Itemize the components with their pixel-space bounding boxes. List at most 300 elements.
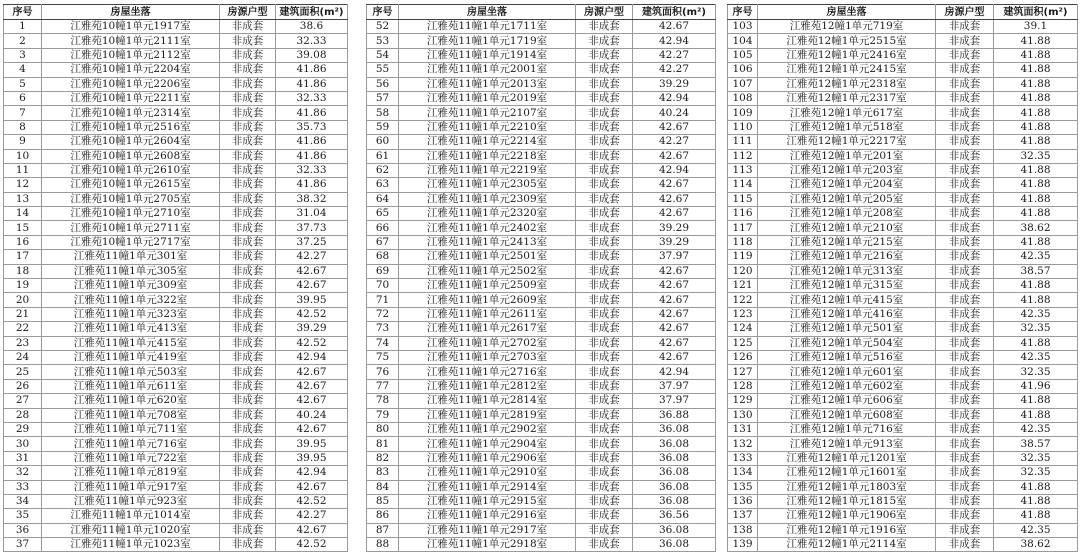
cell-address: 江雅苑12幢1单元716室 bbox=[758, 422, 936, 436]
table-row bbox=[728, 437, 1078, 451]
cell-address: 江雅苑11幢1单元2916室 bbox=[399, 509, 576, 523]
cell-type: 非成套 bbox=[936, 106, 994, 120]
cell-type: 非成套 bbox=[220, 63, 276, 77]
cell-type: 非成套 bbox=[576, 451, 633, 465]
cell-no: 20 bbox=[4, 293, 42, 307]
cell-address: 江雅苑10幢1单元2206室 bbox=[42, 77, 220, 91]
cell-no: 29 bbox=[4, 422, 42, 436]
cell-type: 非成套 bbox=[576, 235, 633, 249]
table-row bbox=[367, 250, 716, 264]
cell-no: 107 bbox=[728, 77, 758, 91]
cell-address: 江雅苑10幢1单元1917室 bbox=[42, 20, 220, 34]
table-row bbox=[367, 264, 716, 278]
cell-address: 江雅苑11幢1单元2609室 bbox=[399, 293, 576, 307]
cell-no: 125 bbox=[728, 336, 758, 350]
cell-area: 42.27 bbox=[276, 250, 348, 264]
table-row bbox=[367, 77, 716, 91]
cell-address: 江雅苑12幢1单元1815室 bbox=[758, 494, 936, 508]
cell-no: 27 bbox=[4, 394, 42, 408]
cell-area: 42.94 bbox=[276, 466, 348, 480]
cell-address: 江雅苑12幢1单元1601室 bbox=[758, 466, 936, 480]
cell-area: 38.6 bbox=[276, 20, 348, 34]
cell-no: 32 bbox=[4, 466, 42, 480]
cell-no: 12 bbox=[4, 178, 42, 192]
cell-type: 非成套 bbox=[220, 365, 276, 379]
table-row bbox=[4, 494, 348, 508]
table-row bbox=[728, 91, 1078, 105]
cell-address: 江雅苑12幢1单元216室 bbox=[758, 250, 936, 264]
table-row bbox=[367, 494, 716, 508]
cell-area: 39.29 bbox=[633, 221, 716, 235]
cell-no: 59 bbox=[367, 120, 399, 134]
cell-area: 42.67 bbox=[633, 149, 716, 163]
cell-area: 38.57 bbox=[994, 264, 1078, 278]
cell-no: 78 bbox=[367, 394, 399, 408]
table-row bbox=[728, 264, 1078, 278]
cell-area: 36.08 bbox=[633, 422, 716, 436]
cell-no: 60 bbox=[367, 135, 399, 149]
cell-area: 39.95 bbox=[276, 451, 348, 465]
table-body bbox=[728, 20, 1078, 552]
cell-type: 非成套 bbox=[576, 163, 633, 177]
cell-area: 41.88 bbox=[994, 494, 1078, 508]
table-row bbox=[728, 293, 1078, 307]
cell-area: 42.52 bbox=[276, 336, 348, 350]
cell-address: 江雅苑11幢1单元2915室 bbox=[399, 494, 576, 508]
table-row bbox=[728, 365, 1078, 379]
table-row bbox=[367, 120, 716, 134]
cell-no: 70 bbox=[367, 279, 399, 293]
cell-type: 非成套 bbox=[220, 20, 276, 34]
cell-address: 江雅苑11幢1单元1023室 bbox=[42, 538, 220, 552]
cell-no: 117 bbox=[728, 221, 758, 235]
table-row bbox=[4, 350, 348, 364]
cell-address: 江雅苑11幢1单元2814室 bbox=[399, 394, 576, 408]
cell-area: 39.29 bbox=[633, 77, 716, 91]
cell-address: 江雅苑11幢1单元2819室 bbox=[399, 408, 576, 422]
cell-no: 103 bbox=[728, 20, 758, 34]
table-row bbox=[728, 394, 1078, 408]
table-row bbox=[728, 422, 1078, 436]
cell-no: 131 bbox=[728, 422, 758, 436]
col-header-address: 房屋坐落 bbox=[42, 5, 220, 20]
cell-no: 88 bbox=[367, 538, 399, 552]
cell-no: 136 bbox=[728, 494, 758, 508]
cell-area: 42.67 bbox=[276, 279, 348, 293]
cell-no: 37 bbox=[4, 538, 42, 552]
cell-type: 非成套 bbox=[220, 207, 276, 221]
cell-address: 江雅苑12幢1单元1906室 bbox=[758, 509, 936, 523]
cell-area: 36.88 bbox=[633, 408, 716, 422]
cell-type: 非成套 bbox=[936, 451, 994, 465]
cell-type: 非成套 bbox=[936, 149, 994, 163]
cell-type: 非成套 bbox=[576, 293, 633, 307]
cell-address: 江雅苑10幢1单元2717室 bbox=[42, 235, 220, 249]
table-row bbox=[4, 163, 348, 177]
cell-area: 41.86 bbox=[276, 149, 348, 163]
cell-type: 非成套 bbox=[576, 509, 633, 523]
cell-type: 非成套 bbox=[576, 149, 633, 163]
cell-no: 52 bbox=[367, 20, 399, 34]
cell-type: 非成套 bbox=[576, 494, 633, 508]
cell-address: 江雅苑11幢1单元2906室 bbox=[399, 451, 576, 465]
table-row bbox=[4, 336, 348, 350]
col-header-type: 房源户型 bbox=[576, 5, 633, 20]
house-table-1 bbox=[3, 4, 348, 552]
cell-type: 非成套 bbox=[220, 422, 276, 436]
cell-address: 江雅苑12幢1单元1201室 bbox=[758, 451, 936, 465]
table-row bbox=[4, 408, 348, 422]
cell-address: 江雅苑11幢1单元2509室 bbox=[399, 279, 576, 293]
cell-no: 130 bbox=[728, 408, 758, 422]
cell-type: 非成套 bbox=[220, 34, 276, 48]
cell-address: 江雅苑11幢1单元2812室 bbox=[399, 379, 576, 393]
cell-address: 江雅苑12幢1单元2415室 bbox=[758, 63, 936, 77]
cell-type: 非成套 bbox=[936, 135, 994, 149]
cell-address: 江雅苑10幢1单元2615室 bbox=[42, 178, 220, 192]
cell-type: 非成套 bbox=[576, 135, 633, 149]
cell-address: 江雅苑12幢1单元617室 bbox=[758, 106, 936, 120]
cell-type: 非成套 bbox=[576, 422, 633, 436]
cell-area: 38.32 bbox=[276, 192, 348, 206]
cell-type: 非成套 bbox=[936, 178, 994, 192]
cell-type: 非成套 bbox=[576, 322, 633, 336]
cell-type: 非成套 bbox=[576, 48, 633, 62]
cell-address: 江雅苑11幢1单元2210室 bbox=[399, 120, 576, 134]
cell-type: 非成套 bbox=[220, 480, 276, 494]
cell-type: 非成套 bbox=[936, 365, 994, 379]
cell-type: 非成套 bbox=[220, 149, 276, 163]
cell-type: 非成套 bbox=[576, 178, 633, 192]
cell-address: 江雅苑12幢1单元210室 bbox=[758, 221, 936, 235]
cell-area: 32.35 bbox=[994, 466, 1078, 480]
table-row bbox=[4, 523, 348, 537]
cell-area: 39.95 bbox=[276, 293, 348, 307]
cell-no: 11 bbox=[4, 163, 42, 177]
col-header-area: 建筑面积(m²) bbox=[994, 5, 1078, 20]
cell-area: 41.88 bbox=[994, 408, 1078, 422]
table-row bbox=[728, 307, 1078, 321]
col-header-no: 序号 bbox=[367, 5, 399, 20]
cell-no: 82 bbox=[367, 451, 399, 465]
cell-type: 非成套 bbox=[576, 408, 633, 422]
cell-type: 非成套 bbox=[220, 178, 276, 192]
cell-area: 39.08 bbox=[276, 48, 348, 62]
table-row bbox=[728, 279, 1078, 293]
table-row bbox=[4, 293, 348, 307]
cell-area: 36.08 bbox=[633, 437, 716, 451]
cell-address: 江雅苑11幢1单元819室 bbox=[42, 466, 220, 480]
cell-no: 9 bbox=[4, 135, 42, 149]
table-body bbox=[367, 20, 716, 552]
cell-no: 36 bbox=[4, 523, 42, 537]
table-row bbox=[4, 394, 348, 408]
cell-area: 41.88 bbox=[994, 106, 1078, 120]
cell-no: 63 bbox=[367, 178, 399, 192]
table-row bbox=[367, 279, 716, 293]
cell-area: 42.35 bbox=[994, 250, 1078, 264]
cell-area: 39.29 bbox=[276, 322, 348, 336]
cell-area: 42.67 bbox=[633, 279, 716, 293]
cell-type: 非成套 bbox=[936, 307, 994, 321]
cell-no: 112 bbox=[728, 149, 758, 163]
table-row bbox=[4, 466, 348, 480]
table-row bbox=[367, 466, 716, 480]
cell-area: 38.62 bbox=[994, 538, 1078, 552]
cell-no: 62 bbox=[367, 163, 399, 177]
table-row bbox=[367, 192, 716, 206]
cell-type: 非成套 bbox=[576, 394, 633, 408]
cell-no: 122 bbox=[728, 293, 758, 307]
cell-no: 123 bbox=[728, 307, 758, 321]
cell-area: 42.94 bbox=[633, 91, 716, 105]
cell-area: 41.88 bbox=[994, 120, 1078, 134]
cell-type: 非成套 bbox=[220, 437, 276, 451]
cell-type: 非成套 bbox=[220, 451, 276, 465]
cell-area: 41.88 bbox=[994, 336, 1078, 350]
cell-type: 非成套 bbox=[220, 408, 276, 422]
cell-address: 江雅苑12幢1单元2217室 bbox=[758, 135, 936, 149]
cell-type: 非成套 bbox=[936, 192, 994, 206]
cell-address: 江雅苑11幢1单元2107室 bbox=[399, 106, 576, 120]
table-row bbox=[728, 538, 1078, 552]
table-row bbox=[4, 63, 348, 77]
cell-address: 江雅苑11幢1单元322室 bbox=[42, 293, 220, 307]
cell-type: 非成套 bbox=[576, 437, 633, 451]
table-row bbox=[4, 365, 348, 379]
cell-address: 江雅苑11幢1单元2309室 bbox=[399, 192, 576, 206]
cell-no: 26 bbox=[4, 379, 42, 393]
table-row bbox=[4, 221, 348, 235]
cell-no: 129 bbox=[728, 394, 758, 408]
cell-no: 72 bbox=[367, 307, 399, 321]
cell-no: 105 bbox=[728, 48, 758, 62]
cell-type: 非成套 bbox=[220, 293, 276, 307]
cell-area: 42.67 bbox=[633, 336, 716, 350]
col-header-area: 建筑面积(m²) bbox=[276, 5, 348, 20]
cell-address: 江雅苑10幢1单元2314室 bbox=[42, 106, 220, 120]
cell-address: 江雅苑12幢1单元501室 bbox=[758, 322, 936, 336]
cell-no: 30 bbox=[4, 437, 42, 451]
cell-address: 江雅苑11幢1单元413室 bbox=[42, 322, 220, 336]
table-row bbox=[367, 135, 716, 149]
cell-type: 非成套 bbox=[936, 250, 994, 264]
cell-address: 江雅苑11幢1单元620室 bbox=[42, 394, 220, 408]
cell-type: 非成套 bbox=[576, 34, 633, 48]
cell-no: 24 bbox=[4, 350, 42, 364]
cell-address: 江雅苑11幢1单元2402室 bbox=[399, 221, 576, 235]
table-row bbox=[728, 408, 1078, 422]
cell-area: 37.97 bbox=[633, 379, 716, 393]
cell-type: 非成套 bbox=[576, 379, 633, 393]
cell-no: 114 bbox=[728, 178, 758, 192]
table-row bbox=[4, 250, 348, 264]
cell-area: 42.35 bbox=[994, 307, 1078, 321]
cell-no: 7 bbox=[4, 106, 42, 120]
cell-area: 37.97 bbox=[633, 394, 716, 408]
cell-area: 32.33 bbox=[276, 163, 348, 177]
cell-no: 13 bbox=[4, 192, 42, 206]
cell-type: 非成套 bbox=[936, 34, 994, 48]
cell-area: 41.88 bbox=[994, 48, 1078, 62]
cell-area: 42.67 bbox=[633, 322, 716, 336]
col-header-type: 房源户型 bbox=[220, 5, 276, 20]
table-row bbox=[367, 422, 716, 436]
table-row bbox=[4, 451, 348, 465]
cell-area: 42.67 bbox=[276, 264, 348, 278]
table-row bbox=[728, 350, 1078, 364]
cell-type: 非成套 bbox=[576, 279, 633, 293]
cell-address: 江雅苑11幢1单元2501室 bbox=[399, 250, 576, 264]
cell-address: 江雅苑12幢1单元913室 bbox=[758, 437, 936, 451]
table-row bbox=[367, 48, 716, 62]
cell-type: 非成套 bbox=[220, 77, 276, 91]
table-row bbox=[367, 91, 716, 105]
table-row bbox=[728, 207, 1078, 221]
table-row bbox=[367, 379, 716, 393]
cell-address: 江雅苑12幢1单元606室 bbox=[758, 394, 936, 408]
cell-address: 江雅苑12幢1单元608室 bbox=[758, 408, 936, 422]
cell-type: 非成套 bbox=[576, 20, 633, 34]
cell-address: 江雅苑11幢1单元2502室 bbox=[399, 264, 576, 278]
cell-no: 84 bbox=[367, 480, 399, 494]
cell-address: 江雅苑10幢1单元2710室 bbox=[42, 207, 220, 221]
cell-no: 54 bbox=[367, 48, 399, 62]
cell-address: 江雅苑12幢1单元518室 bbox=[758, 120, 936, 134]
table-row bbox=[728, 192, 1078, 206]
cell-type: 非成套 bbox=[220, 350, 276, 364]
table-row bbox=[728, 34, 1078, 48]
cell-area: 37.25 bbox=[276, 235, 348, 249]
table-row bbox=[728, 221, 1078, 235]
cell-type: 非成套 bbox=[576, 365, 633, 379]
cell-area: 42.67 bbox=[633, 264, 716, 278]
cell-no: 104 bbox=[728, 34, 758, 48]
cell-address: 江雅苑12幢1单元205室 bbox=[758, 192, 936, 206]
cell-area: 41.96 bbox=[994, 379, 1078, 393]
cell-type: 非成套 bbox=[936, 494, 994, 508]
cell-address: 江雅苑12幢1单元1916室 bbox=[758, 523, 936, 537]
table-row bbox=[367, 322, 716, 336]
cell-no: 28 bbox=[4, 408, 42, 422]
cell-area: 32.33 bbox=[276, 91, 348, 105]
cell-no: 55 bbox=[367, 63, 399, 77]
table-row bbox=[728, 480, 1078, 494]
cell-no: 115 bbox=[728, 192, 758, 206]
cell-type: 非成套 bbox=[220, 494, 276, 508]
table-row bbox=[4, 509, 348, 523]
cell-type: 非成套 bbox=[936, 336, 994, 350]
cell-no: 31 bbox=[4, 451, 42, 465]
cell-address: 江雅苑12幢1单元601室 bbox=[758, 365, 936, 379]
cell-no: 134 bbox=[728, 466, 758, 480]
cell-no: 87 bbox=[367, 523, 399, 537]
cell-address: 江雅苑11幢1单元2320室 bbox=[399, 207, 576, 221]
cell-no: 110 bbox=[728, 120, 758, 134]
cell-type: 非成套 bbox=[576, 63, 633, 77]
cell-no: 81 bbox=[367, 437, 399, 451]
table-row bbox=[728, 523, 1078, 537]
table-row bbox=[367, 523, 716, 537]
cell-area: 42.35 bbox=[994, 523, 1078, 537]
cell-address: 江雅苑11幢1单元2611室 bbox=[399, 307, 576, 321]
cell-address: 江雅苑10幢1单元2604室 bbox=[42, 135, 220, 149]
cell-type: 非成套 bbox=[936, 523, 994, 537]
table-row bbox=[728, 48, 1078, 62]
table-row bbox=[367, 207, 716, 221]
table-row bbox=[4, 538, 348, 552]
cell-address: 江雅苑11幢1单元1914室 bbox=[399, 48, 576, 62]
cell-address: 江雅苑11幢1单元2019室 bbox=[399, 91, 576, 105]
cell-area: 42.67 bbox=[276, 379, 348, 393]
cell-no: 19 bbox=[4, 279, 42, 293]
cell-no: 74 bbox=[367, 336, 399, 350]
cell-area: 41.88 bbox=[994, 77, 1078, 91]
cell-area: 42.67 bbox=[633, 178, 716, 192]
cell-no: 21 bbox=[4, 307, 42, 321]
cell-address: 江雅苑11幢1单元2904室 bbox=[399, 437, 576, 451]
cell-address: 江雅苑11幢1单元309室 bbox=[42, 279, 220, 293]
table-row bbox=[728, 149, 1078, 163]
table-header bbox=[4, 5, 348, 20]
table-row bbox=[728, 466, 1078, 480]
cell-area: 37.73 bbox=[276, 221, 348, 235]
table-row bbox=[4, 235, 348, 249]
cell-area: 42.27 bbox=[276, 509, 348, 523]
cell-address: 江雅苑12幢1单元1803室 bbox=[758, 480, 936, 494]
table-row bbox=[728, 250, 1078, 264]
table-row bbox=[367, 451, 716, 465]
cell-type: 非成套 bbox=[220, 264, 276, 278]
cell-address: 江雅苑12幢1单元516室 bbox=[758, 350, 936, 364]
cell-type: 非成套 bbox=[936, 235, 994, 249]
cell-area: 41.88 bbox=[994, 235, 1078, 249]
cell-address: 江雅苑11幢1单元2013室 bbox=[399, 77, 576, 91]
table-row bbox=[4, 192, 348, 206]
cell-no: 113 bbox=[728, 163, 758, 177]
table-row bbox=[367, 178, 716, 192]
cell-address: 江雅苑11幢1单元323室 bbox=[42, 307, 220, 321]
table-row bbox=[728, 235, 1078, 249]
cell-area: 32.33 bbox=[276, 34, 348, 48]
table-row bbox=[367, 235, 716, 249]
cell-area: 36.08 bbox=[633, 451, 716, 465]
table-row bbox=[367, 63, 716, 77]
cell-address: 江雅苑11幢1单元2305室 bbox=[399, 178, 576, 192]
cell-area: 42.94 bbox=[633, 365, 716, 379]
cell-area: 42.67 bbox=[276, 480, 348, 494]
cell-no: 76 bbox=[367, 365, 399, 379]
table-row bbox=[4, 322, 348, 336]
cell-type: 非成套 bbox=[576, 307, 633, 321]
cell-no: 124 bbox=[728, 322, 758, 336]
cell-address: 江雅苑12幢1单元2318室 bbox=[758, 77, 936, 91]
cell-address: 江雅苑11幢1单元2918室 bbox=[399, 538, 576, 552]
cell-no: 34 bbox=[4, 494, 42, 508]
cell-area: 42.67 bbox=[633, 192, 716, 206]
cell-address: 江雅苑10幢1单元2516室 bbox=[42, 120, 220, 134]
cell-area: 41.88 bbox=[994, 163, 1078, 177]
cell-address: 江雅苑12幢1单元416室 bbox=[758, 307, 936, 321]
cell-type: 非成套 bbox=[220, 379, 276, 393]
cell-no: 133 bbox=[728, 451, 758, 465]
table-row bbox=[367, 149, 716, 163]
cell-area: 42.67 bbox=[276, 422, 348, 436]
cell-address: 江雅苑12幢1单元201室 bbox=[758, 149, 936, 163]
cell-area: 32.35 bbox=[994, 322, 1078, 336]
cell-area: 41.88 bbox=[994, 135, 1078, 149]
house-table-3 bbox=[727, 4, 1078, 552]
